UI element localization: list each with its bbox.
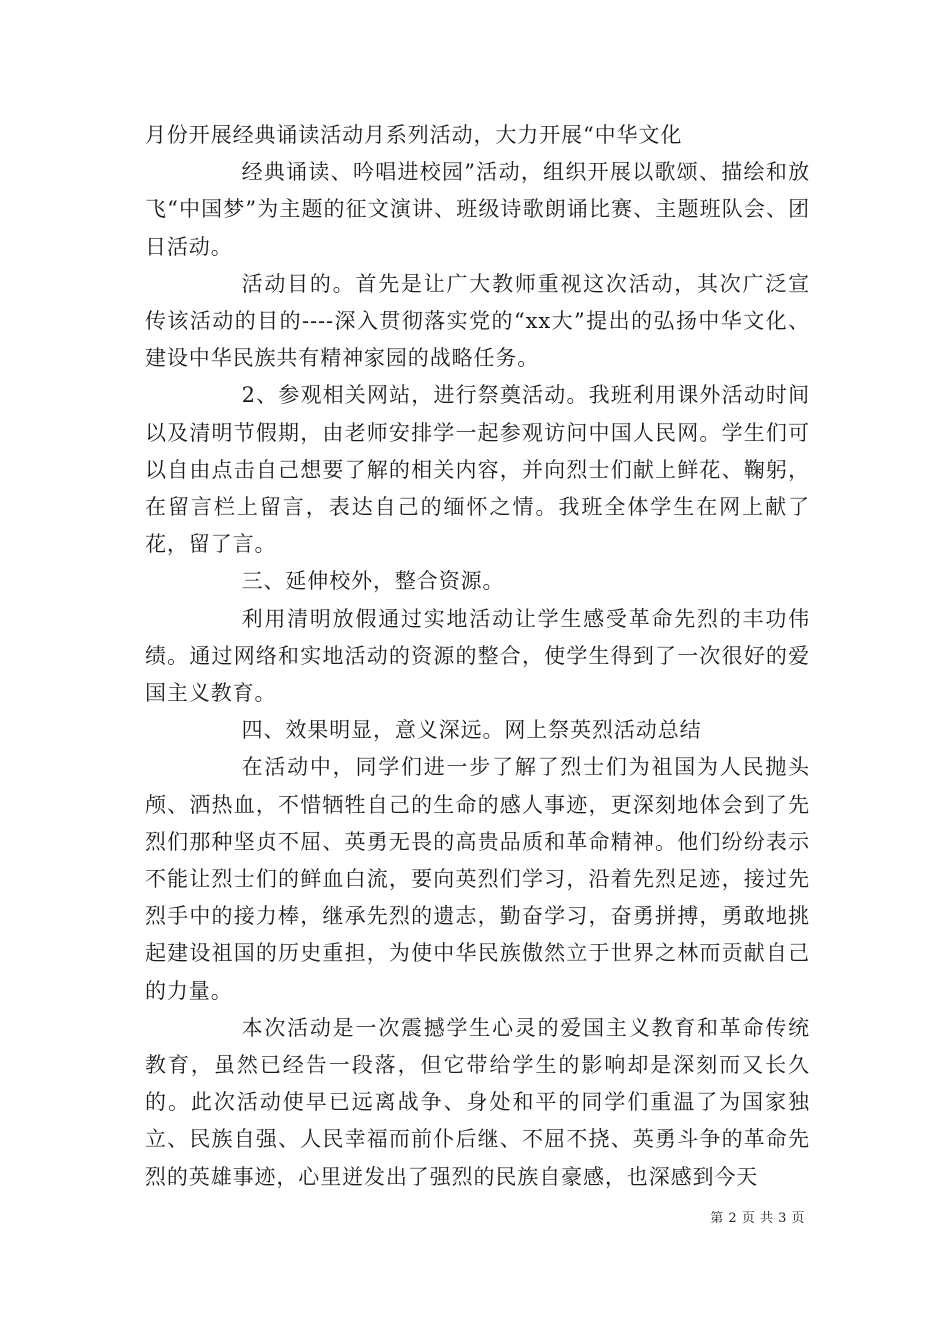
paragraph-continuation: 月份开展经典诵读活动月系列活动，大力开展“中华文化 (145, 123, 683, 147)
paragraph-activity-purpose: 活动目的。首先是让广大教师重视这次活动，其次广泛宣传该活动的目的----深入贯彻落实党的“xx大”提出的弘扬中华文化、建设中华民族共有精神家园的战略任务。 (145, 271, 810, 371)
paragraph-activity-summary: 本次活动是一次震撼学生心灵的爱国主义教育和革命传统教育，虽然已经告一段落，但它带给学生的影响却是深刻而又长久的。此次活动使早已远离战争、身处和平的同学们重温了为国家独立、民族自强、人民幸福而前仆后继、不屈不挠、英勇斗争的革命先烈的英雄事迹，心里迸发出了强烈的民族自豪感，也深感到今天 (145, 1015, 810, 1189)
paragraph-activity-learning: 在活动中，同学们进一步了解了烈士们为祖国为人民抛头颅、洒热血，不惜牺牲自己的生命的感人事迹，更深刻地体会到了先烈们那种坚贞不屈、英勇无畏的高贵品质和革命精神。他们纷纷表示不能让烈士们的鲜血白流，要向英烈们学习，沿着先烈足迹，接过先烈手中的接力棒，继承先烈的遗志，勤奋学习，奋勇拼搏，勇敢地挑起建设祖国的历史重担，为使中华民族傲然立于世界之林而贡献自己的力量。 (145, 755, 810, 1003)
paragraph-activity-intro: 经典诵读、吟唱进校园”活动，组织开展以歌颂、描绘和放飞“中国梦”为主题的征文演讲、班级诗歌朗诵比赛、主题班队会、团日活动。 (145, 160, 810, 259)
paragraph-website-visit: 2、参观相关网站，进行祭奠活动。我班利用课外活动时间以及清明节假期，由老师安排学一起参观访问中国人民网。学生们可以自由点击自己想要了解的相关内容，并向烈士们献上鲜花、鞠躬，在留言栏上留言，表达自己的缅怀之情。我班全体学生在网上献了花，留了言。 (145, 383, 810, 557)
document-body (145, 117, 810, 1196)
page-number-footer: 第 2 页 共 3 页 (710, 1211, 805, 1226)
section-heading-extend: 三、延伸校外，整合资源。 (241, 569, 505, 594)
paragraph-field-activity: 利用清明放假通过实地活动让学生感受革命先烈的丰功伟绩。通过网络和实地活动的资源的整合，使学生得到了一次很好的爱国主义教育。 (145, 606, 810, 706)
section-heading-effect: 四、效果明显，意义深远。网上祭英烈活动总结 (241, 718, 702, 743)
